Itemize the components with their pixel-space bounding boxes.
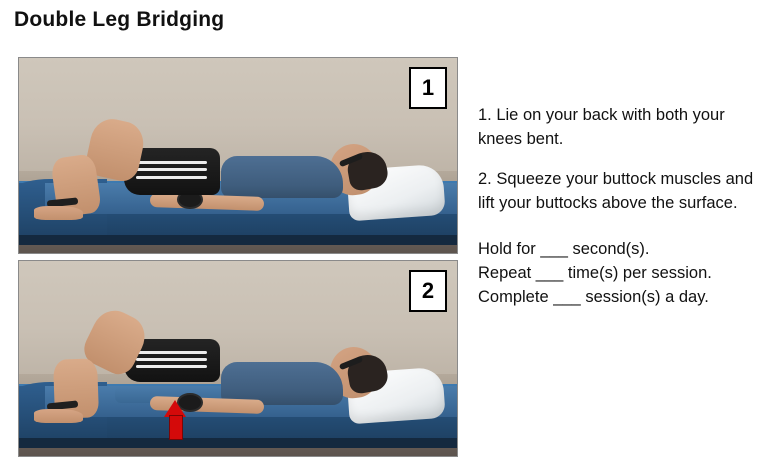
page-title: Double Leg Bridging (14, 8, 225, 31)
shorts-stripe (136, 365, 207, 368)
person-foot (34, 206, 82, 220)
step-number-badge-1: 1 (409, 67, 447, 109)
instruction-hold: Hold for ___ second(s). (478, 239, 650, 258)
step-number-badge-2: 2 (409, 270, 447, 312)
instructions-column (478, 104, 758, 309)
treatment-table-edge (19, 438, 457, 448)
treatment-table-edge (19, 235, 457, 245)
exercise-photo-step-1 (18, 57, 458, 254)
photo-column (18, 57, 458, 455)
up-arrow-shaft (169, 415, 183, 440)
person-foot (34, 409, 82, 423)
instruction-step-2: 2. Squeeze your buttock muscles and lift your buttocks above the surface. (478, 169, 754, 212)
shorts-stripe (136, 161, 207, 164)
instruction-repeat: Repeat ___ time(s) per session. (478, 263, 712, 282)
shorts-stripe (136, 168, 207, 171)
instruction-complete: Complete ___ session(s) a day. (478, 287, 709, 306)
shorts-stripe (136, 358, 207, 361)
shorts-stripe (136, 176, 207, 179)
instruction-step-1: 1. Lie on your back with both your knees bent. (478, 106, 725, 148)
exercise-photo-step-2 (18, 260, 458, 457)
shorts-stripe (136, 351, 207, 354)
person-torso (221, 156, 344, 199)
up-arrow-icon (164, 400, 186, 438)
